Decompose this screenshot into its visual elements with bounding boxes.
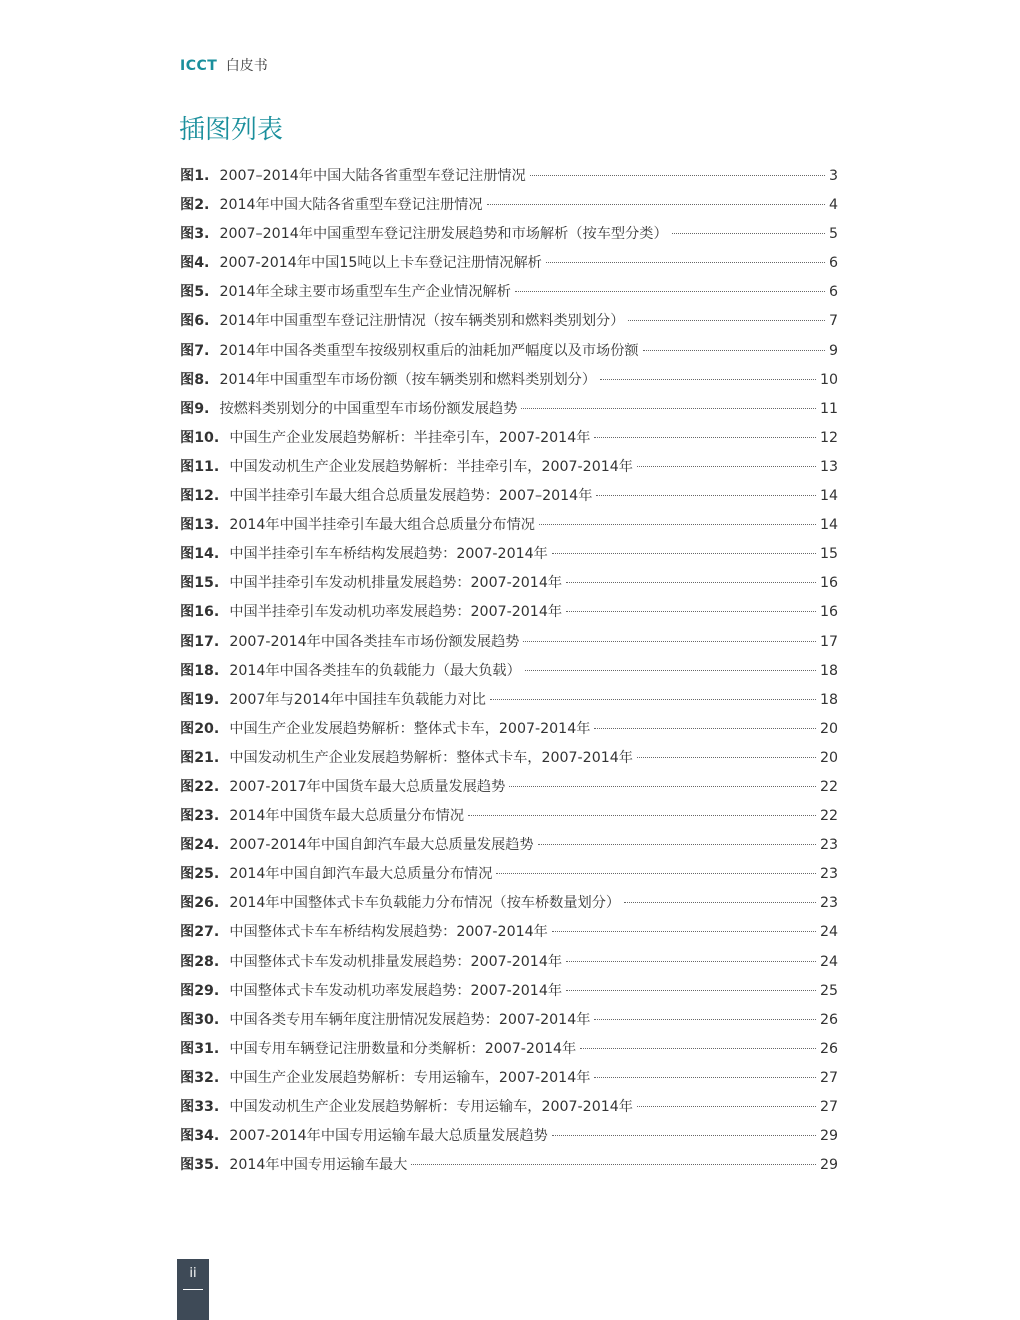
- toc-dot-leader: [546, 262, 825, 263]
- toc-figure-caption: 中国半挂牵引车最大组合总质量发展趋势：2007–2014年: [229, 488, 593, 505]
- toc-dot-leader: [487, 204, 825, 205]
- toc-figure-number: 图7.: [180, 342, 210, 359]
- toc-page-number: 3: [828, 168, 838, 184]
- toc-figure-caption: 2014年中国重型车市场份额（按车辆类别和燃料类别划分）: [219, 371, 597, 388]
- toc-dot-leader: [672, 233, 825, 234]
- toc-dot-leader: [509, 786, 816, 787]
- toc-figure-caption: 2014年中国自卸汽车最大总质量分布情况: [229, 866, 493, 883]
- toc-entry[interactable]: [180, 631, 838, 660]
- toc-entry[interactable]: [180, 689, 838, 718]
- toc-page-number: 29: [819, 1157, 838, 1174]
- toc-dot-leader: [496, 873, 816, 874]
- toc-page-number: 23: [819, 837, 838, 854]
- toc-figure-number: 图31.: [180, 1040, 220, 1057]
- toc-entry[interactable]: [180, 369, 838, 398]
- toc-dot-leader: [637, 757, 816, 758]
- toc-dot-leader: [539, 524, 816, 525]
- toc-figure-caption: 中国发动机生产企业发展趋势解析：专用运输车，2007-2014年: [229, 1099, 633, 1115]
- toc-figure-caption: 中国生产企业发展趋势解析：专用运输车，2007-2014年: [229, 1069, 591, 1086]
- toc-page-number: 18: [819, 691, 838, 708]
- toc-dot-leader: [594, 1019, 816, 1020]
- toc-entry[interactable]: [180, 194, 838, 223]
- toc-entry[interactable]: [180, 1009, 838, 1038]
- toc-figure-caption: 2007–2014年中国大陆各省重型车登记注册情况: [219, 168, 526, 184]
- toc-figure-number: 图4.: [180, 255, 210, 272]
- toc-figure-caption: 中国专用车辆登记注册数量和分类解析：2007-2014年: [229, 1040, 577, 1057]
- page-number-rule: [183, 1289, 203, 1290]
- toc-dot-leader: [594, 728, 816, 729]
- page-title: 插图列表: [179, 115, 284, 145]
- toc-figure-number: 图10.: [180, 429, 220, 446]
- toc-figure-number: 图20.: [180, 720, 220, 737]
- toc-dot-leader: [411, 1164, 816, 1165]
- toc-page-number: 11: [819, 400, 838, 417]
- toc-entry[interactable]: [180, 718, 838, 747]
- toc-entry[interactable]: [180, 863, 838, 892]
- toc-dot-leader: [594, 437, 816, 438]
- toc-page-number: 27: [819, 1069, 838, 1086]
- toc-entry[interactable]: [180, 514, 838, 543]
- toc-figure-caption: 中国半挂牵引车发动机功率发展趋势：2007-2014年: [229, 604, 563, 621]
- toc-page-number: 18: [819, 662, 838, 679]
- toc-dot-leader: [637, 466, 816, 467]
- toc-entry[interactable]: [180, 921, 838, 950]
- toc-figure-number: 图34.: [180, 1128, 220, 1145]
- toc-entry[interactable]: [180, 1038, 838, 1067]
- toc-figure-number: 图18.: [180, 662, 220, 679]
- toc-entry[interactable]: [180, 951, 838, 980]
- toc-entry[interactable]: [180, 660, 838, 689]
- header-subtitle: 白皮书: [225, 58, 268, 74]
- toc-entry[interactable]: [180, 456, 838, 485]
- toc-entry[interactable]: [180, 543, 838, 572]
- toc-figure-number: 图1.: [180, 168, 210, 184]
- toc-figure-number: 图16.: [180, 604, 220, 621]
- toc-figure-caption: 2014年中国货车最大总质量分布情况: [229, 808, 465, 825]
- toc-figure-caption: 2007-2017年中国货车最大总质量发展趋势: [229, 778, 506, 795]
- toc-figure-number: 图25.: [180, 866, 220, 883]
- toc-page-number: 27: [819, 1099, 838, 1115]
- toc-page-number: 10: [819, 371, 838, 388]
- toc-dot-leader: [596, 495, 816, 496]
- toc-figure-number: 图2.: [180, 197, 210, 214]
- toc-entry[interactable]: [180, 340, 838, 369]
- toc-dot-leader: [515, 291, 825, 292]
- toc-figure-number: 图35.: [180, 1157, 220, 1174]
- page-number-tab: [177, 1259, 209, 1320]
- toc-figure-number: 图32.: [180, 1069, 220, 1086]
- toc-figure-number: 图3.: [180, 226, 210, 243]
- toc-figure-number: 图6.: [180, 313, 210, 330]
- toc-page-number: 7: [828, 313, 838, 330]
- toc-entry[interactable]: [180, 980, 838, 1009]
- toc-page-number: 9: [828, 342, 838, 359]
- toc-figure-caption: 中国半挂牵引车车桥结构发展趋势：2007-2014年: [229, 546, 548, 563]
- toc-entry[interactable]: [180, 747, 838, 776]
- toc-figure-number: 图14.: [180, 546, 220, 563]
- toc-page-number: 4: [828, 197, 838, 214]
- toc-entry[interactable]: [180, 485, 838, 514]
- toc-entry[interactable]: [180, 1067, 838, 1096]
- toc-page-number: 5: [828, 226, 838, 243]
- toc-figure-caption: 2014年中国整体式卡车负载能力分布情况（按车桥数量划分）: [229, 895, 621, 912]
- toc-dot-leader: [637, 1106, 816, 1107]
- toc-figure-number: 图29.: [180, 982, 220, 999]
- toc-entry[interactable]: [180, 892, 838, 921]
- toc-figure-caption: 2014年中国各类挂车的负载能力（最大负载）: [229, 662, 521, 679]
- toc-figure-number: 图9.: [180, 400, 210, 417]
- toc-page-number: 24: [819, 924, 838, 941]
- toc-page-number: 20: [819, 720, 838, 737]
- toc-figure-number: 图26.: [180, 895, 220, 912]
- toc-figure-number: 图28.: [180, 953, 220, 970]
- toc-figure-caption: 中国各类专用车辆年度注册情况发展趋势：2007-2014年: [229, 1011, 591, 1028]
- toc-dot-leader: [552, 931, 816, 932]
- toc-figure-caption: 2014年中国大陆各省重型车登记注册情况: [219, 197, 483, 214]
- toc-figure-number: 图23.: [180, 808, 220, 825]
- toc-entry[interactable]: [180, 776, 838, 805]
- toc-figure-caption: 2007-2014年中国专用运输车最大总质量发展趋势: [229, 1128, 548, 1145]
- toc-figure-caption: 2007-2014年中国15吨以上卡车登记注册情况解析: [219, 255, 542, 272]
- toc-figure-caption: 中国半挂牵引车发动机排量发展趋势：2007-2014年: [229, 575, 563, 592]
- toc-figure-caption: 中国生产企业发展趋势解析：整体式卡车，2007-2014年: [229, 720, 591, 737]
- toc-entry[interactable]: [180, 1096, 838, 1125]
- toc-page-number: 15: [819, 546, 838, 563]
- toc-page-number: 6: [828, 284, 838, 301]
- toc-page-number: 23: [819, 895, 838, 912]
- toc-dot-leader: [580, 1048, 816, 1049]
- toc-figure-number: 图30.: [180, 1011, 220, 1028]
- toc-dot-leader: [566, 611, 816, 612]
- toc-dot-leader: [525, 670, 816, 671]
- toc-page-number: 14: [819, 517, 838, 534]
- toc-dot-leader: [523, 641, 815, 642]
- toc-page-number: 17: [819, 633, 838, 650]
- toc-figure-caption: 中国生产企业发展趋势解析：半挂牵引车，2007-2014年: [229, 429, 591, 446]
- toc-figure-number: 图21.: [180, 749, 220, 766]
- toc-figure-number: 图11.: [180, 458, 220, 475]
- toc-dot-leader: [566, 961, 816, 962]
- page-number: ii: [189, 1266, 197, 1281]
- header-brand: ICCT: [180, 58, 218, 74]
- toc-dot-leader: [600, 379, 816, 380]
- toc-dot-leader: [552, 1135, 816, 1136]
- figure-list: [180, 165, 838, 1183]
- toc-entry[interactable]: [180, 252, 838, 281]
- toc-figure-caption: 2007–2014年中国重型车登记注册发展趋势和市场解析（按车型分类）: [219, 226, 668, 243]
- toc-page-number: 26: [819, 1040, 838, 1057]
- toc-figure-number: 图13.: [180, 517, 220, 534]
- toc-figure-number: 图12.: [180, 488, 220, 505]
- toc-entry[interactable]: [180, 805, 838, 834]
- toc-page-number: 16: [819, 575, 838, 592]
- toc-page-number: 14: [819, 488, 838, 505]
- toc-figure-caption: 2014年中国各类重型车按级别权重后的油耗加严幅度以及市场份额: [219, 342, 639, 359]
- toc-dot-leader: [566, 990, 816, 991]
- toc-page-number: 29: [819, 1128, 838, 1145]
- toc-dot-leader: [552, 553, 816, 554]
- toc-dot-leader: [594, 1077, 816, 1078]
- toc-page-number: 6: [828, 255, 838, 272]
- toc-figure-caption: 2007年与2014年中国挂车负载能力对比: [229, 691, 486, 708]
- toc-page-number: 13: [819, 458, 838, 475]
- toc-page-number: 22: [819, 808, 838, 825]
- toc-dot-leader: [643, 350, 825, 351]
- toc-page-number: 20: [819, 749, 838, 766]
- toc-figure-number: 图33.: [180, 1099, 220, 1115]
- toc-figure-caption: 中国整体式卡车发动机排量发展趋势：2007-2014年: [229, 953, 563, 970]
- toc-figure-caption: 2007-2014年中国各类挂车市场份额发展趋势: [229, 633, 520, 650]
- toc-figure-number: 图19.: [180, 691, 220, 708]
- toc-page-number: 23: [819, 866, 838, 883]
- toc-entry[interactable]: [180, 398, 838, 427]
- toc-dot-leader: [530, 175, 825, 176]
- toc-figure-number: 图8.: [180, 371, 210, 388]
- toc-page-number: 22: [819, 778, 838, 795]
- toc-figure-number: 图22.: [180, 778, 220, 795]
- toc-dot-leader: [521, 408, 816, 409]
- toc-figure-number: 图27.: [180, 924, 220, 941]
- toc-entry[interactable]: [180, 281, 838, 310]
- toc-figure-caption: 中国发动机生产企业发展趋势解析：半挂牵引车，2007-2014年: [229, 458, 633, 475]
- toc-entry[interactable]: [180, 834, 838, 863]
- toc-figure-number: 图17.: [180, 633, 220, 650]
- toc-figure-number: 图5.: [180, 284, 210, 301]
- toc-figure-caption: 2014年中国半挂牵引车最大组合总质量分布情况: [229, 517, 535, 534]
- toc-dot-leader: [468, 815, 816, 816]
- toc-entry[interactable]: [180, 1154, 838, 1183]
- toc-dot-leader: [490, 699, 816, 700]
- toc-figure-caption: 2014年中国专用运输车最大: [229, 1157, 408, 1174]
- toc-page-number: 12: [819, 429, 838, 446]
- toc-entry[interactable]: [180, 1125, 838, 1154]
- toc-page-number: 24: [819, 953, 838, 970]
- toc-figure-caption: 2014年全球主要市场重型车生产企业情况解析: [219, 284, 511, 301]
- toc-dot-leader: [566, 582, 816, 583]
- toc-entry[interactable]: [180, 310, 838, 339]
- toc-dot-leader: [628, 320, 825, 321]
- toc-entry[interactable]: [180, 165, 838, 194]
- toc-figure-caption: 按燃料类别划分的中国重型车市场份额发展趋势: [219, 400, 518, 417]
- running-header: [180, 56, 268, 76]
- toc-entry[interactable]: [180, 601, 838, 630]
- toc-figure-caption: 中国整体式卡车发动机功率发展趋势：2007-2014年: [229, 982, 563, 999]
- toc-entry[interactable]: [180, 427, 838, 456]
- toc-figure-caption: 中国整体式卡车车桥结构发展趋势：2007-2014年: [229, 924, 548, 941]
- toc-page-number: 25: [819, 982, 838, 999]
- toc-figure-number: 图15.: [180, 575, 220, 592]
- toc-figure-caption: 中国发动机生产企业发展趋势解析：整体式卡车，2007-2014年: [229, 749, 633, 766]
- toc-entry[interactable]: [180, 223, 838, 252]
- toc-entry[interactable]: [180, 572, 838, 601]
- toc-figure-number: 图24.: [180, 837, 220, 854]
- toc-figure-caption: 2014年中国重型车登记注册情况（按车辆类别和燃料类别划分）: [219, 313, 625, 330]
- toc-dot-leader: [624, 902, 816, 903]
- toc-page-number: 26: [819, 1011, 838, 1028]
- toc-page-number: 16: [819, 604, 838, 621]
- toc-dot-leader: [538, 844, 816, 845]
- toc-figure-caption: 2007-2014年中国自卸汽车最大总质量发展趋势: [229, 837, 534, 854]
